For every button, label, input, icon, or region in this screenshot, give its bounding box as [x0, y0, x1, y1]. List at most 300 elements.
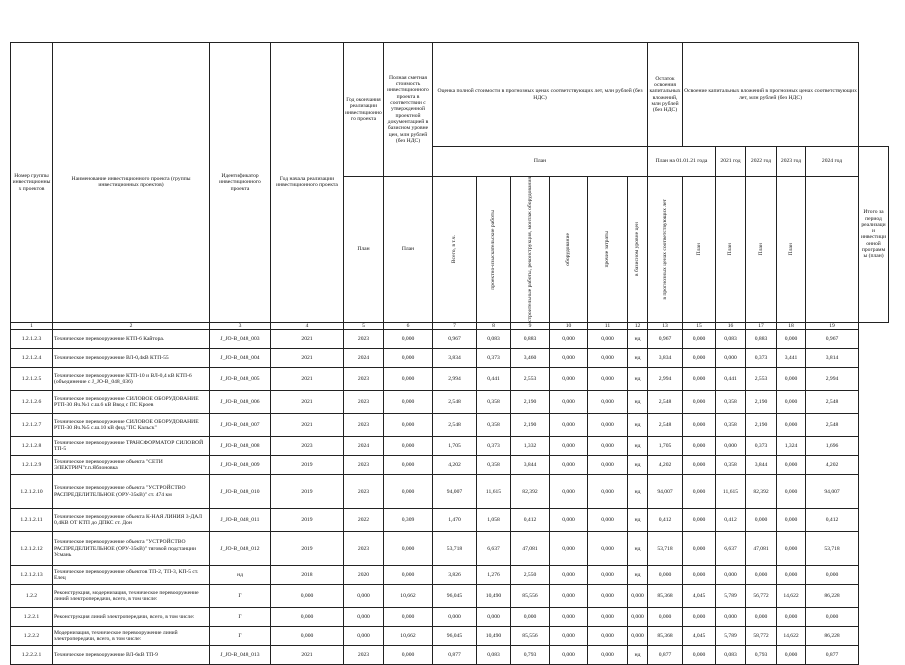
cell-start: 2021 [271, 414, 344, 437]
header-balance: Остаток освоения капитальных вложений, млн рублей (без НДС) [648, 43, 683, 147]
cell-v17: 3,844 [746, 456, 777, 475]
cell-id: J_JO-B_048_005 [210, 368, 271, 391]
cell-fore: 94,007 [648, 475, 683, 509]
cell-pir: 0,000 [477, 608, 511, 627]
cell-name: Техническое перевооружение ВЛ-6кВ ТП-9 [53, 646, 210, 665]
header-group-no: Номер группы инвестиционных проектов [11, 43, 53, 323]
header-start-year: Год начала реализации инвестиционного проекта [271, 43, 344, 323]
cell-full: 0,000 [384, 475, 433, 509]
column-number: 12 [628, 322, 648, 329]
cell-total: 1,705 [433, 437, 477, 456]
cell-v18: 0,000 [777, 608, 806, 627]
cell-v17: 0,883 [746, 330, 777, 349]
header-estimate-plan: План [433, 147, 648, 177]
header-full-cost: Полная сметная стоимость инвестиционного проекта в соответствии с утвержденной проектной документацией в базисном уровне цен, млн рублей (без НДС) [384, 43, 433, 177]
cell-v18: 0,000 [777, 391, 806, 414]
cell-v18: 0,000 [777, 475, 806, 509]
cell-id: Г [210, 627, 271, 646]
cell-v18: 0,000 [777, 646, 806, 665]
cell-id: J_JO-B_048_013 [210, 646, 271, 665]
cell-id: Г [210, 585, 271, 608]
cell-v19: 53,718 [806, 532, 859, 566]
cell-name: Модернизация, техническое перевооружение линий электропередачи, всего, в том числе: [53, 627, 210, 646]
cell-no: 1.2.1.2.6 [11, 391, 53, 414]
cell-no: 1.2.1.2.10 [11, 475, 53, 509]
cell-start: 0,000 [271, 627, 344, 646]
cell-eq: 0,000 [550, 608, 588, 627]
cell-no: 1.2.1.2.13 [11, 566, 53, 585]
cell-full: 0,000 [384, 391, 433, 414]
cell-v16: 0,358 [716, 456, 746, 475]
cell-smr: 0,000 [511, 608, 550, 627]
cell-eq: 0,000 [550, 368, 588, 391]
cell-base: нд [628, 437, 648, 456]
cell-pir: 11,615 [477, 475, 511, 509]
cell-pir: 10,490 [477, 627, 511, 646]
cell-eq: 0,000 [550, 532, 588, 566]
cell-smr: 47,081 [511, 532, 550, 566]
cell-fore: 53,718 [648, 532, 683, 566]
cell-full: 0,000 [384, 414, 433, 437]
column-number: 18 [777, 322, 806, 329]
cell-oth: 0,000 [588, 475, 628, 509]
cell-end: 2020 [344, 566, 384, 585]
header-smr: строительные работы, реконструкция, монтаж оборудования [511, 177, 550, 323]
cell-v18: 14,622 [777, 627, 806, 646]
cell-base: нд [628, 368, 648, 391]
cell-fore: 0,000 [648, 566, 683, 585]
cell-no: 1.2.1.2.4 [11, 349, 53, 368]
cell-full: 0,000 [384, 566, 433, 585]
cell-eq: 0,000 [550, 566, 588, 585]
table-row [11, 509, 889, 532]
cell-total: 0,967 [433, 330, 477, 349]
cell-id: J_JO-B_048_008 [210, 437, 271, 456]
cell-oth: 0,000 [588, 391, 628, 414]
cell-v17: 0,373 [746, 437, 777, 456]
cell-v17: 2,190 [746, 414, 777, 437]
table-row [11, 566, 889, 585]
cell-eq: 0,000 [550, 627, 588, 646]
cell-eq: 0,000 [550, 646, 588, 665]
cell-full: 0,000 [384, 437, 433, 456]
cell-v19: 86,228 [806, 585, 859, 608]
cell-name: Техническое перевооружение СИЛОВОЕ ОБОРУДОВАНИЕ РТП-30 Яч.№5 с.ш.10 кВ фид."ПС Кальск" [53, 414, 210, 437]
cell-fore: 1,705 [648, 437, 683, 456]
cell-id: J_JO-B_048_009 [210, 456, 271, 475]
cell-no: 1.2.2.2.1 [11, 646, 53, 665]
cell-v18: 0,000 [777, 456, 806, 475]
column-number: 19 [806, 322, 859, 329]
cell-v15: 0,000 [683, 509, 716, 532]
cell-v16: 0,083 [716, 330, 746, 349]
cell-v19: 0,967 [806, 330, 859, 349]
cell-name: Реконструкция, модернизация, техническое перевооружение линий электропередачи, всего, в том числе: [53, 585, 210, 608]
header-plan-15: План [683, 177, 716, 323]
header-end-year: Год окончания реализации инвестиционного проекта [344, 43, 384, 177]
cell-smr: 2,190 [511, 414, 550, 437]
cell-start: 2019 [271, 532, 344, 566]
cell-v15: 0,000 [683, 437, 716, 456]
header-year-2024: 2024 год [806, 147, 859, 177]
cell-pir: 0,358 [477, 456, 511, 475]
cell-pir: 10,490 [477, 585, 511, 608]
cell-base: нд [628, 349, 648, 368]
header-other: прочие затраты [588, 177, 628, 323]
cell-v17: 0,000 [746, 566, 777, 585]
cell-start: 2019 [271, 475, 344, 509]
cell-id: Г [210, 608, 271, 627]
header-forecast-prices: в прогнозных ценах соответствующих лет [648, 177, 683, 323]
cell-v17: 0,000 [746, 608, 777, 627]
cell-id: J_JO-B_048_007 [210, 414, 271, 437]
cell-total: 96,045 [433, 585, 477, 608]
cell-full: 0,000 [384, 368, 433, 391]
cell-name: Техническое перевооружение объекта "УСТРОЙСТВО РАСПРЕДЕЛИТЕЛЬНОЕ (ОРУ-35кВ)" тяговой подстанции Усмань [53, 532, 210, 566]
header-plan-on-date: План на 01.01.21 года [648, 147, 716, 177]
cell-oth: 0,000 [588, 608, 628, 627]
header-plan-17: План [746, 177, 777, 323]
cell-v18: 14,622 [777, 585, 806, 608]
cell-id: нд [210, 566, 271, 585]
cell-smr: 85,556 [511, 585, 550, 608]
column-number: 16 [716, 322, 746, 329]
table-row [11, 391, 889, 414]
cell-no: 1.2.1.2.5 [11, 368, 53, 391]
cell-v19: 2,548 [806, 391, 859, 414]
cell-fore: 4,202 [648, 456, 683, 475]
cell-base: нд [628, 646, 648, 665]
investment-program-table-page [10, 42, 889, 659]
cell-name: Техническое перевооружение ВЛ-0,4кВ КТП-55 [53, 349, 210, 368]
column-number: 11 [588, 322, 628, 329]
cell-name: Техническое перевооружение объектов ТП-2, ТП-3, КП-5 ст. Елец [53, 566, 210, 585]
cell-v15: 0,000 [683, 475, 716, 509]
cell-v17: 0,000 [746, 509, 777, 532]
column-number: 1 [11, 322, 53, 329]
table-row [11, 456, 889, 475]
cell-fore: 0,412 [648, 509, 683, 532]
cell-v19: 4,202 [806, 456, 859, 475]
cell-total: 0,877 [433, 646, 477, 665]
cell-pir: 0,083 [477, 646, 511, 665]
table-row [11, 330, 889, 349]
column-number: 8 [477, 322, 511, 329]
header-end-year-plan: План [344, 177, 384, 323]
cell-v16: 0,358 [716, 414, 746, 437]
cell-fore: 85,368 [648, 627, 683, 646]
cell-base: нд [628, 532, 648, 566]
cell-end: 0,000 [344, 608, 384, 627]
cell-total: 2,548 [433, 391, 477, 414]
cell-end: 2023 [344, 391, 384, 414]
cell-smr: 0,412 [511, 509, 550, 532]
cell-base: нд [628, 475, 648, 509]
cell-v19: 1,696 [806, 437, 859, 456]
cell-smr: 2,553 [511, 368, 550, 391]
cell-eq: 0,000 [550, 349, 588, 368]
cell-fore: 2,994 [648, 368, 683, 391]
cell-v17: 2,553 [746, 368, 777, 391]
cell-oth: 0,000 [588, 627, 628, 646]
header-equipment: оборудование [550, 177, 588, 323]
header-project-id: Идентификатор инвестиционного проекта [210, 43, 271, 323]
cell-end: 2023 [344, 330, 384, 349]
cell-start: 2021 [271, 391, 344, 414]
column-number: 7 [433, 322, 477, 329]
cell-end: 2023 [344, 414, 384, 437]
cell-no: 1.2.2.2 [11, 627, 53, 646]
cell-total: 53,718 [433, 532, 477, 566]
cell-v19: 0,000 [806, 566, 859, 585]
table-row [11, 608, 889, 627]
cell-v18: 0,000 [777, 368, 806, 391]
cell-oth: 0,000 [588, 585, 628, 608]
cell-oth: 0,000 [588, 349, 628, 368]
cell-oth: 0,000 [588, 509, 628, 532]
header-plan-18: План [777, 177, 806, 323]
cell-v17: 0,793 [746, 646, 777, 665]
cell-end: 2023 [344, 646, 384, 665]
header-project-name: Наименование инвестиционного проекта (группы инвестиционных проектов) [53, 43, 210, 323]
cell-v18: 0,000 [777, 414, 806, 437]
cell-id: J_JO-B_048_011 [210, 509, 271, 532]
cell-smr: 2,190 [511, 391, 550, 414]
cell-eq: 0,000 [550, 509, 588, 532]
cell-fore: 3,834 [648, 349, 683, 368]
cell-v17: 2,190 [746, 391, 777, 414]
cell-v16: 11,615 [716, 475, 746, 509]
cell-v16: 0,000 [716, 437, 746, 456]
header-year-2023: 2023 год [777, 147, 806, 177]
cell-oth: 0,000 [588, 532, 628, 566]
cell-no: 1.2.1.2.11 [11, 509, 53, 532]
cell-smr: 0,883 [511, 330, 550, 349]
cell-v16: 0,358 [716, 391, 746, 414]
cell-v18: 1,324 [777, 437, 806, 456]
cell-base: 0,000 [628, 608, 648, 627]
cell-oth: 0,000 [588, 437, 628, 456]
cell-no: 1.2.1.2.12 [11, 532, 53, 566]
cell-v19: 0,877 [806, 646, 859, 665]
cell-oth: 0,000 [588, 566, 628, 585]
cell-total: 94,007 [433, 475, 477, 509]
cell-total: 0,000 [433, 608, 477, 627]
cell-eq: 0,000 [550, 330, 588, 349]
cell-v19: 94,007 [806, 475, 859, 509]
cell-base: нд [628, 456, 648, 475]
cell-start: 2019 [271, 509, 344, 532]
cell-start: 0,000 [271, 585, 344, 608]
cell-smr: 85,556 [511, 627, 550, 646]
cell-full: 10,662 [384, 627, 433, 646]
cell-v17: 82,392 [746, 475, 777, 509]
cell-id: J_JO-B_048_012 [210, 532, 271, 566]
cell-v16: 0,000 [716, 566, 746, 585]
table-row [11, 646, 889, 665]
cell-base: нд [628, 414, 648, 437]
header-investments: Освоение капитальных вложений в прогнозных ценах соответствующих лет, млн рублей (без НДС) [683, 43, 859, 147]
cell-smr: 1,332 [511, 437, 550, 456]
cell-v15: 0,000 [683, 414, 716, 437]
cell-v18: 0,000 [777, 509, 806, 532]
cell-name: Техническое перевооружение объекта "СЕТИ ЭЛЕКТРИЧ"г.п.Яблоновка [53, 456, 210, 475]
cell-name: Техническое перевооружение объекта К-НАЯ ЛИНИЯ 3-ДАЛ 0,4КВ ОТ КТП до ДПКС ст. Дон [53, 509, 210, 532]
cell-v18: 0,000 [777, 330, 806, 349]
cell-total: 2,548 [433, 414, 477, 437]
column-number: 10 [550, 322, 588, 329]
header-total-incl: Всего, в т.ч. [433, 177, 477, 323]
cell-v16: 6,637 [716, 532, 746, 566]
cell-no: 1.2.1.2.8 [11, 437, 53, 456]
column-number: 13 [648, 322, 683, 329]
cell-oth: 0,000 [588, 414, 628, 437]
cell-base: нд [628, 391, 648, 414]
cell-v19: 2,994 [806, 368, 859, 391]
cell-fore: 0,877 [648, 646, 683, 665]
cell-smr: 3,460 [511, 349, 550, 368]
cell-full: 0,000 [384, 646, 433, 665]
cell-start: 2021 [271, 368, 344, 391]
cell-v15: 4,045 [683, 627, 716, 646]
cell-eq: 0,000 [550, 585, 588, 608]
cell-total: 3,834 [433, 349, 477, 368]
cell-v16: 0,000 [716, 349, 746, 368]
cell-v15: 4,045 [683, 585, 716, 608]
cell-end: 2022 [344, 509, 384, 532]
header-pir: проектно-изыскательские работы [477, 177, 511, 323]
cell-end: 2023 [344, 475, 384, 509]
header-estimate: Оценка полной стоимости в прогнозных ценах соответствующих лет, млн рублей (без НДС) [433, 43, 648, 147]
cell-no: 1.2.1.2.9 [11, 456, 53, 475]
cell-no: 1.2.2 [11, 585, 53, 608]
cell-start: 2018 [271, 566, 344, 585]
cell-eq: 0,000 [550, 437, 588, 456]
header-plan-16: План [716, 177, 746, 323]
table-row [11, 585, 889, 608]
column-number: 6 [384, 322, 433, 329]
cell-v18: 0,000 [777, 566, 806, 585]
cell-end: 0,000 [344, 627, 384, 646]
cell-start: 2021 [271, 330, 344, 349]
cell-end: 2024 [344, 349, 384, 368]
cell-v19: 0,000 [806, 608, 859, 627]
cell-id: J_JO-B_048_003 [210, 330, 271, 349]
cell-v17: 47,081 [746, 532, 777, 566]
cell-id: J_JO-B_048_006 [210, 391, 271, 414]
table-row [11, 414, 889, 437]
cell-start: 2021 [271, 646, 344, 665]
cell-v17: 0,373 [746, 349, 777, 368]
table-row [11, 475, 889, 509]
cell-base: нд [628, 509, 648, 532]
cell-base: 0,000 [628, 627, 648, 646]
header-year-2022: 2022 год [746, 147, 777, 177]
cell-pir: 0,441 [477, 368, 511, 391]
column-number: 4 [271, 322, 344, 329]
cell-v15: 0,000 [683, 532, 716, 566]
cell-fore: 85,368 [648, 585, 683, 608]
cell-fore: 2,548 [648, 391, 683, 414]
cell-v19: 86,228 [806, 627, 859, 646]
cell-v16: 0,000 [716, 608, 746, 627]
cell-no: 1.2.1.2.7 [11, 414, 53, 437]
cell-pir: 0,358 [477, 391, 511, 414]
cell-end: 2023 [344, 456, 384, 475]
cell-v16: 5,789 [716, 585, 746, 608]
cell-v15: 0,000 [683, 608, 716, 627]
cell-v15: 0,000 [683, 456, 716, 475]
cell-oth: 0,000 [588, 368, 628, 391]
cell-v19: 3,814 [806, 349, 859, 368]
cell-smr: 2,550 [511, 566, 550, 585]
cell-base: нд [628, 566, 648, 585]
table-row [11, 349, 889, 368]
cell-name: Реконструкция линий электропередачи, всего, в том числе: [53, 608, 210, 627]
cell-smr: 82,392 [511, 475, 550, 509]
cell-total: 4,202 [433, 456, 477, 475]
investment-program-table [10, 42, 889, 665]
cell-v15: 0,000 [683, 349, 716, 368]
cell-oth: 0,000 [588, 330, 628, 349]
cell-total: 96,045 [433, 627, 477, 646]
header-program-total: Итого за период реализации инвестиционной программы (план) [859, 147, 889, 323]
cell-start: 0,000 [271, 608, 344, 627]
cell-v15: 0,000 [683, 368, 716, 391]
cell-fore: 2,548 [648, 414, 683, 437]
cell-pir: 0,358 [477, 414, 511, 437]
cell-full: 0,000 [384, 330, 433, 349]
cell-end: 2023 [344, 368, 384, 391]
cell-pir: 0,083 [477, 330, 511, 349]
cell-v19: 0,412 [806, 509, 859, 532]
cell-full: 0,000 [384, 456, 433, 475]
cell-end: 2024 [344, 437, 384, 456]
cell-fore: 0,967 [648, 330, 683, 349]
cell-name: Техническое перевооружение ТРАНСФОРМАТОР СИЛОВОЙ ТП-5 [53, 437, 210, 456]
cell-eq: 0,000 [550, 456, 588, 475]
table-row [11, 532, 889, 566]
header-year-2021: 2021 год [716, 147, 746, 177]
column-number: 5 [344, 322, 384, 329]
cell-name: Техническое перевооружение КТП-10 и ВЛ-0,4 кВ КТП-6 (объединение с J_JO-B_048_036) [53, 368, 210, 391]
cell-full: 0,000 [384, 532, 433, 566]
cell-eq: 0,000 [550, 475, 588, 509]
column-numbers-row [11, 322, 889, 329]
cell-pir: 1,058 [477, 509, 511, 532]
cell-v17: 58,772 [746, 627, 777, 646]
cell-v15: 0,000 [683, 330, 716, 349]
cell-smr: 0,793 [511, 646, 550, 665]
cell-full: 10,662 [384, 585, 433, 608]
cell-oth: 0,000 [588, 646, 628, 665]
cell-v18: 0,000 [777, 532, 806, 566]
column-number: 17 [746, 322, 777, 329]
header-full-cost-plan: План [384, 177, 433, 323]
cell-v15: 0,000 [683, 566, 716, 585]
cell-eq: 0,000 [550, 414, 588, 437]
cell-v16: 0,441 [716, 368, 746, 391]
cell-v16: 0,083 [716, 646, 746, 665]
column-number: 9 [511, 322, 550, 329]
column-number: 3 [210, 322, 271, 329]
cell-eq: 0,000 [550, 391, 588, 414]
cell-v16: 5,789 [716, 627, 746, 646]
cell-base: 0,000 [628, 585, 648, 608]
cell-name: Техническое перевооружение СИЛОВОЕ ОБОРУДОВАНИЕ РТП-30 Яч.№1 с.ш.6 кВ Ввод с ПС Кроев [53, 391, 210, 414]
cell-v18: 3,441 [777, 349, 806, 368]
cell-total: 3,826 [433, 566, 477, 585]
